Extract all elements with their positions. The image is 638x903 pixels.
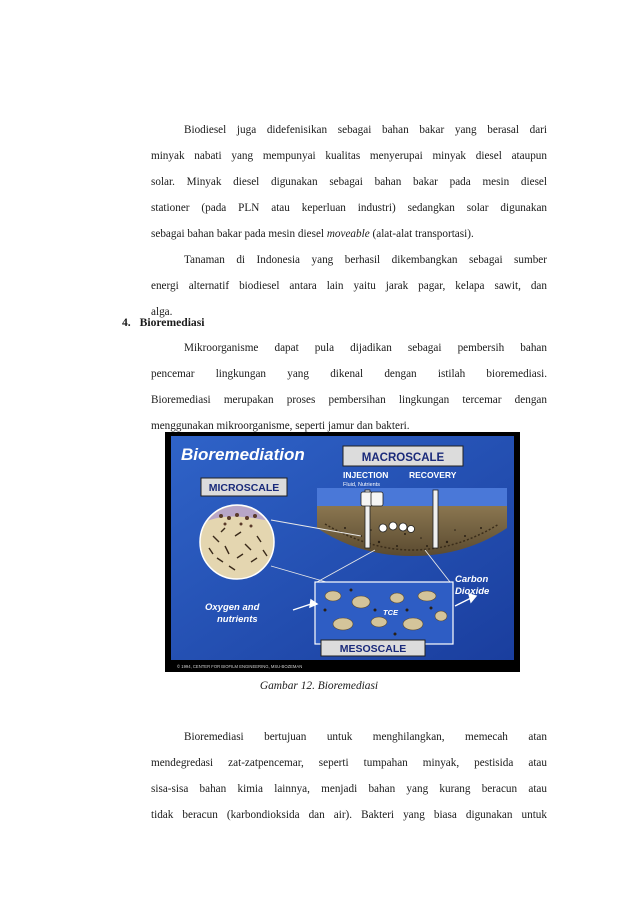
para3-line4: menggunakan mikroorganisme, seperti jamur dan bakteri.	[151, 420, 410, 432]
para4-line3: sisa-sisa bahan kimia lainnya, menjadi bahan yang kurang beracun atau	[151, 783, 547, 795]
macroscale-label: MACROSCALE	[361, 452, 445, 464]
figure-caption: Gambar 12. Bioremediasi	[259, 680, 379, 692]
section-heading	[122, 316, 204, 329]
section-number: 4.	[122, 316, 131, 329]
oxygen-label-2: nutrients	[217, 614, 258, 625]
recovery-well	[433, 490, 438, 548]
para1-line2: minyak nabati yang mempunyai kualitas menyerupai minyak diesel ataupun	[151, 150, 547, 162]
tce-label: TCE	[383, 608, 398, 617]
carbon-label-2: Dioxide	[455, 586, 490, 597]
sky-band	[317, 488, 507, 506]
para2-line1: Tanaman di Indonesia yang berhasil dikembangkan sebagai sumber	[184, 254, 547, 266]
para4-line2: mendegredasi zat-zatpencemar, seperti tumpahan minyak, pestisida atau	[151, 757, 547, 769]
mesoscale-label: MESOSCALE	[339, 643, 407, 655]
para1-line1: Biodiesel juga didefenisikan sebagai bahan bakar yang berasal dari	[184, 124, 547, 136]
injection-label: INJECTION	[343, 470, 389, 480]
para1-line5-emphasis: moveable	[326, 228, 370, 240]
microscale-label: MICROSCALE	[208, 482, 280, 494]
bioremediation-figure	[165, 432, 520, 672]
para2-line3: alga.	[151, 306, 173, 318]
para4-line4: tidak beracun (karbondioksida dan air). Bakteri yang biasa digunakan untuk	[151, 809, 547, 821]
injection-sub-label: Fluid, Nutrients	[343, 482, 380, 488]
para3-line3: Bioremediasi merupakan proses pembersihan lingkungan tercemar dengan	[151, 394, 547, 406]
carbon-label-1: Carbon	[455, 574, 489, 585]
para3-line2: pencemar lingkungan yang dikenal dengan istilah bioremediasi.	[151, 368, 547, 380]
para1-line5-text-a: sebagai bahan bakar pada mesin diesel	[151, 228, 325, 240]
para4-line1: Bioremediasi bertujuan untuk menghilangkan, memecah atan	[184, 731, 547, 743]
recovery-label: RECOVERY	[409, 470, 457, 480]
figure-title: Bioremediation	[181, 445, 305, 464]
para3-line1: Mikroorganisme dapat pula dijadikan sebagai pembersih bahan	[184, 342, 547, 354]
section-title: Bioremediasi	[139, 316, 205, 329]
para1-line5-text-b: (alat-alat transportasi).	[372, 228, 474, 240]
para1-line3: solar. Minyak diesel digunakan sebagai bahan bakar pada mesin diesel	[151, 176, 547, 188]
figure-credit: © 1994, CENTER FOR BIOFILM ENGINEERING, MSU-BOZEMAN	[177, 664, 303, 669]
oxygen-label-1: Oxygen and	[205, 602, 260, 613]
para1-line4: stationer (pada PLN atau keperluan industri) sedangkan solar digunakan	[151, 202, 547, 214]
para2-line2: energi alternatif biodiesel antara lain yaitu jarak pagar, kelapa sawit, dan	[151, 280, 547, 292]
para1-line5	[151, 228, 474, 240]
